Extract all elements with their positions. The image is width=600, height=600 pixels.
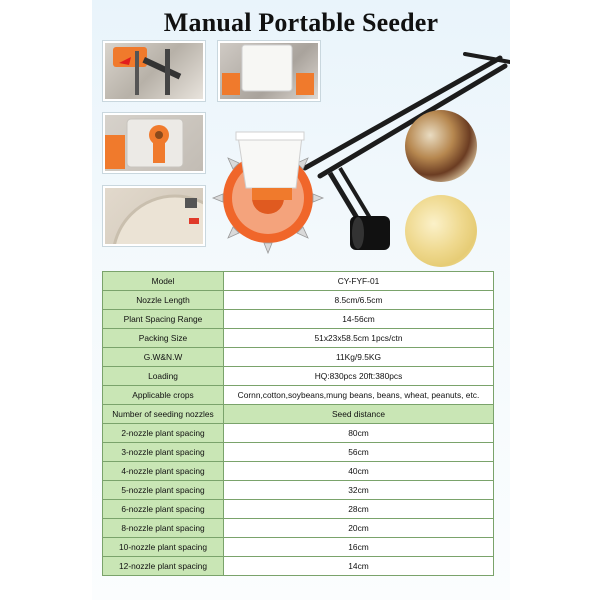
table-row [103, 500, 494, 519]
spec-value: Cornn,cotton,soybeans,mung beans, beans, wheat, peanuts, etc. [224, 386, 494, 405]
spacing-label: 2-nozzle plant spacing [103, 424, 224, 443]
spec-label: Model [103, 272, 224, 291]
spec-label: Applicable crops [103, 386, 224, 405]
table-row [103, 481, 494, 500]
spec-label: Nozzle Length [103, 291, 224, 310]
detail-photo-lever [103, 41, 205, 101]
table-row [103, 348, 494, 367]
table-row [103, 291, 494, 310]
spacing-label: 3-nozzle plant spacing [103, 443, 224, 462]
corn-kernels-photo [405, 195, 477, 267]
spacing-value: 32cm [224, 481, 494, 500]
spacing-value: 16cm [224, 538, 494, 557]
spacing-label: 12-nozzle plant spacing [103, 557, 224, 576]
lever-illustration [105, 43, 203, 99]
table-row [103, 462, 494, 481]
spec-table [102, 271, 494, 576]
spacing-value: 14cm [224, 557, 494, 576]
spec-label: Packing Size [103, 329, 224, 348]
spec-label: Loading [103, 367, 224, 386]
table-row [103, 367, 494, 386]
table-row [103, 557, 494, 576]
document-title: Manual Portable Seeder [163, 8, 439, 37]
adjuster-illustration [105, 115, 203, 171]
mixed-seeds-photo [405, 110, 477, 182]
spec-value: HQ:830pcs 20ft:380pcs [224, 367, 494, 386]
column-header-distance: Seed distance [224, 405, 494, 424]
spacing-value: 28cm [224, 500, 494, 519]
spec-value: 8.5cm/6.5cm [224, 291, 494, 310]
table-row [103, 310, 494, 329]
spec-value: 11Kg/9.5KG [224, 348, 494, 367]
table-row [103, 519, 494, 538]
detail-photo-adjuster [103, 113, 205, 173]
column-header-nozzles: Number of seeding nozzles [103, 405, 224, 424]
spacing-label: 6-nozzle plant spacing [103, 500, 224, 519]
spec-label: Plant Spacing Range [103, 310, 224, 329]
table-header-row [103, 405, 494, 424]
table-row [103, 272, 494, 291]
table-row [103, 386, 494, 405]
spacing-label: 5-nozzle plant spacing [103, 481, 224, 500]
detail-photo-wheel [103, 186, 205, 246]
spacing-value: 80cm [224, 424, 494, 443]
spacing-value: 20cm [224, 519, 494, 538]
table-row [103, 443, 494, 462]
table-row [103, 329, 494, 348]
table-row [103, 538, 494, 557]
spec-value: CY-FYF-01 [224, 272, 494, 291]
spacing-value: 56cm [224, 443, 494, 462]
table-row [103, 424, 494, 443]
spec-value: 14-56cm [224, 310, 494, 329]
wheel-illustration [105, 188, 203, 244]
spacing-label: 8-nozzle plant spacing [103, 519, 224, 538]
spec-value: 51x23x58.5cm 1pcs/ctn [224, 329, 494, 348]
spacing-label: 4-nozzle plant spacing [103, 462, 224, 481]
spacing-label: 10-nozzle plant spacing [103, 538, 224, 557]
spec-label: G.W&N.W [103, 348, 224, 367]
spacing-value: 40cm [224, 462, 494, 481]
